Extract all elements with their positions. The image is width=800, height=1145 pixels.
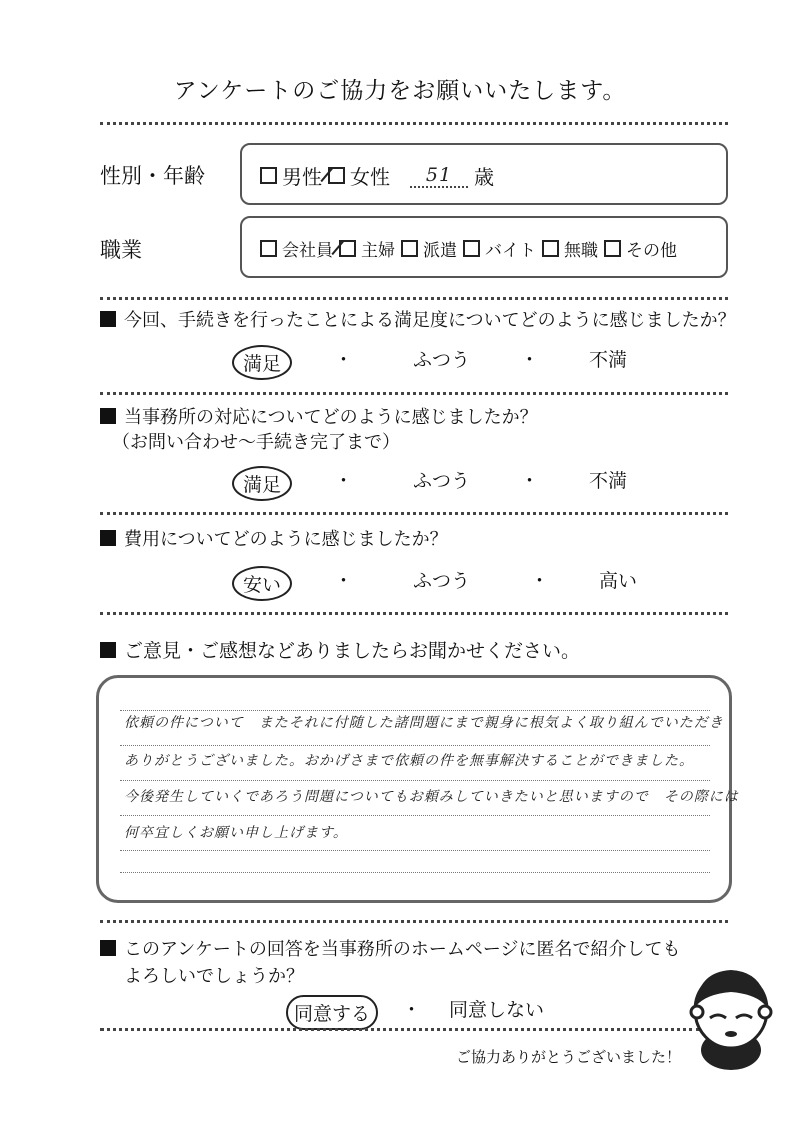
- question-3: 費用についてどのように感じましたか？: [100, 525, 448, 551]
- choice-normal[interactable]: ふつう: [413, 570, 471, 592]
- question-2-subtext: （お問い合わせ～手続き完了まで）: [112, 432, 400, 453]
- occupation-option-unemployed[interactable]: 無職: [542, 236, 598, 261]
- gender-option-female[interactable]: 女性: [328, 161, 390, 190]
- occupation-option-dispatch[interactable]: 派遣: [401, 236, 457, 261]
- age-unit: 歳: [474, 165, 494, 189]
- question-2: 当事務所の対応についてどのように感じましたか？: [100, 403, 538, 429]
- comment-guide-line: [120, 850, 710, 851]
- question-3-choices: [232, 566, 637, 601]
- divider: [100, 512, 728, 515]
- choice-satisfied[interactable]: 満足: [232, 466, 292, 501]
- comment-guide-line: [120, 710, 710, 711]
- checkbox-male[interactable]: [260, 167, 277, 184]
- checkbox-dispatch[interactable]: [401, 240, 418, 257]
- thanks-message: ご協力ありがとうございました！: [456, 1048, 682, 1066]
- choice-dissatisfied[interactable]: 不満: [589, 470, 628, 492]
- choice-separator: ・: [530, 570, 550, 592]
- choice-agree[interactable]: 同意する: [286, 995, 378, 1030]
- divider: [100, 392, 728, 395]
- choice-cheap[interactable]: 安い: [232, 566, 292, 601]
- choice-separator: ・: [334, 570, 354, 592]
- comment-line-3: 今後発生していくであろう問題についてもお頼みしていきたいと思いますので その際には: [124, 789, 739, 805]
- divider: [100, 297, 728, 300]
- mascot-icon: [686, 962, 776, 1072]
- comment-line-1: 依頼の件について またそれに付随した諸問題にまで親身に根気よく取り組んでいただき: [124, 715, 724, 731]
- choice-separator: ・: [520, 470, 540, 492]
- consent-choices: [286, 995, 544, 1030]
- divider: [100, 1028, 700, 1031]
- comment-line-4: 何卒宜しくお願い申し上げます。: [124, 825, 348, 841]
- occupation-option-other[interactable]: その他: [604, 236, 677, 261]
- choice-separator: ・: [334, 349, 354, 371]
- square-bullet-icon: [100, 311, 116, 327]
- question-1: 今回、手続きを行ったことによる満足度についてどのように感じましたか？: [100, 306, 736, 332]
- square-bullet-icon: [100, 940, 116, 956]
- checkbox-housewife[interactable]: [339, 240, 356, 257]
- gender-age-box: [240, 143, 728, 205]
- occupation-box: [240, 216, 728, 278]
- comment-guide-line: [120, 815, 710, 816]
- choice-dissatisfied[interactable]: 不満: [589, 349, 628, 371]
- choice-satisfied[interactable]: 満足: [232, 345, 292, 380]
- gender-option-male[interactable]: 男性: [260, 161, 322, 190]
- checkbox-parttime[interactable]: [463, 240, 480, 257]
- square-bullet-icon: [100, 408, 116, 424]
- comments-heading: ご意見・ご感想などありましたらお聞かせください。: [100, 636, 580, 663]
- divider: [100, 122, 728, 125]
- choice-separator: ・: [520, 349, 540, 371]
- consent-question-line2: よろしいでしょうか？: [124, 966, 304, 987]
- question-1-choices: [232, 345, 627, 380]
- question-2-choices: [232, 466, 627, 501]
- occupation-option-parttime[interactable]: バイト: [463, 236, 536, 261]
- gender-age-label: 性別・年齢: [100, 164, 205, 188]
- occupation-option-company[interactable]: 会社員: [260, 236, 333, 261]
- checkbox-unemployed[interactable]: [542, 240, 559, 257]
- checkbox-company[interactable]: [260, 240, 277, 257]
- comment-guide-line: [120, 780, 710, 781]
- choice-separator: ・: [402, 999, 422, 1021]
- divider: [100, 920, 728, 923]
- choice-normal[interactable]: ふつう: [413, 470, 471, 492]
- choice-expensive[interactable]: 高い: [599, 570, 638, 592]
- age-field[interactable]: 51: [410, 164, 468, 188]
- choice-normal[interactable]: ふつう: [413, 349, 471, 371]
- choice-separator: ・: [334, 470, 354, 492]
- comment-guide-line: [120, 745, 710, 746]
- page-title: アンケートのご協力をお願いいたします。: [173, 78, 627, 104]
- square-bullet-icon: [100, 642, 116, 658]
- divider: [100, 612, 728, 615]
- comment-line-2: ありがとうございました。おかげさまで依頼の件を無事解決することができました。: [124, 753, 694, 769]
- checkbox-female[interactable]: [328, 167, 345, 184]
- occupation-option-housewife[interactable]: 主婦: [339, 236, 395, 261]
- checkbox-other[interactable]: [604, 240, 621, 257]
- occupation-label: 職業: [100, 238, 142, 262]
- consent-question: このアンケートの回答を当事務所のホームページに匿名で紹介しても: [100, 935, 681, 961]
- square-bullet-icon: [100, 530, 116, 546]
- choice-disagree[interactable]: 同意しない: [449, 999, 545, 1021]
- comment-guide-line: [120, 872, 710, 873]
